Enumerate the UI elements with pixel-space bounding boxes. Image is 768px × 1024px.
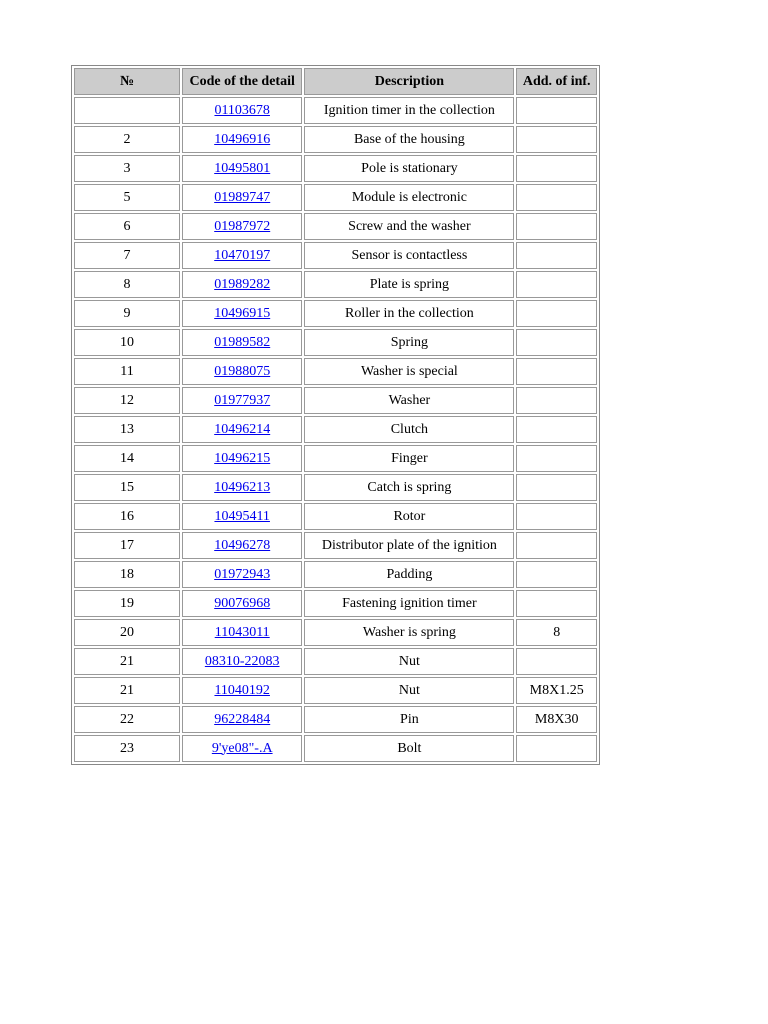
row-number: 22: [74, 706, 180, 733]
row-description: Sensor is contactless: [304, 242, 514, 269]
table-row: [74, 677, 597, 704]
row-code-cell: [182, 329, 302, 356]
row-code-cell: [182, 474, 302, 501]
table-row: [74, 590, 597, 617]
table-row: [74, 358, 597, 385]
header-number: №: [74, 68, 180, 95]
row-number: 14: [74, 445, 180, 472]
row-code-cell: [182, 677, 302, 704]
detail-code-link[interactable]: 01977937: [214, 392, 271, 408]
header-code: Code of the detail: [182, 68, 302, 95]
row-additional-info: [516, 735, 597, 762]
detail-code-link[interactable]: 10496915: [214, 305, 271, 321]
detail-code-link[interactable]: 11040192: [214, 682, 270, 698]
table-row: [74, 445, 597, 472]
row-code-cell: [182, 706, 302, 733]
row-description: Clutch: [304, 416, 514, 443]
row-number: 7: [74, 242, 180, 269]
table-row: [74, 242, 597, 269]
row-additional-info: [516, 561, 597, 588]
table-row: [74, 271, 597, 298]
row-description: Distributor plate of the ignition: [304, 532, 514, 559]
detail-code-link[interactable]: 9'ye08"-.A: [211, 740, 273, 756]
row-additional-info: [516, 416, 597, 443]
row-code-cell: [182, 735, 302, 762]
row-additional-info: M8X1.25: [516, 677, 597, 704]
row-number: 23: [74, 735, 180, 762]
table-row: [74, 300, 597, 327]
row-code-cell: [182, 126, 302, 153]
row-description: Ignition timer in the collection: [304, 97, 514, 124]
detail-code-link[interactable]: 01988075: [214, 363, 271, 379]
detail-code-link[interactable]: 10496215: [214, 450, 271, 466]
row-code-cell: [182, 648, 302, 675]
row-additional-info: [516, 474, 597, 501]
row-number: 8: [74, 271, 180, 298]
row-number: 18: [74, 561, 180, 588]
table-row: [74, 561, 597, 588]
detail-code-link[interactable]: 01989582: [214, 334, 271, 350]
row-description: Spring: [304, 329, 514, 356]
row-description: Roller in the collection: [304, 300, 514, 327]
header-row: [74, 68, 597, 95]
detail-code-link[interactable]: 10495411: [214, 508, 270, 524]
row-number: 11: [74, 358, 180, 385]
detail-code-link[interactable]: 10496278: [214, 537, 271, 553]
row-description: Washer is spring: [304, 619, 514, 646]
table-row: [74, 155, 597, 182]
row-description: Pin: [304, 706, 514, 733]
detail-code-link[interactable]: 10495801: [214, 160, 271, 176]
row-description: Screw and the washer: [304, 213, 514, 240]
detail-code-link[interactable]: 08310-22083: [204, 653, 280, 669]
row-description: Nut: [304, 677, 514, 704]
row-code-cell: [182, 155, 302, 182]
row-additional-info: [516, 590, 597, 617]
table-row: [74, 735, 597, 762]
table-row: [74, 416, 597, 443]
detail-code-link[interactable]: 01103678: [214, 102, 270, 118]
row-number: 20: [74, 619, 180, 646]
row-code-cell: [182, 532, 302, 559]
row-code-cell: [182, 561, 302, 588]
row-number: [74, 97, 180, 124]
row-additional-info: [516, 358, 597, 385]
detail-code-link[interactable]: 10496214: [214, 421, 271, 437]
row-number: 10: [74, 329, 180, 356]
row-additional-info: [516, 126, 597, 153]
row-description: Washer: [304, 387, 514, 414]
detail-code-link[interactable]: 10470197: [214, 247, 271, 263]
table-row: [74, 329, 597, 356]
row-code-cell: [182, 300, 302, 327]
row-additional-info: 8: [516, 619, 597, 646]
row-additional-info: [516, 97, 597, 124]
row-number: 19: [74, 590, 180, 617]
header-additional-info: Add. of inf.: [516, 68, 597, 95]
detail-code-link[interactable]: 01989747: [214, 189, 271, 205]
row-code-cell: [182, 503, 302, 530]
row-description: Padding: [304, 561, 514, 588]
detail-code-link[interactable]: 10496916: [214, 131, 271, 147]
row-description: Nut: [304, 648, 514, 675]
row-description: Module is electronic: [304, 184, 514, 211]
row-code-cell: [182, 184, 302, 211]
row-number: 21: [74, 677, 180, 704]
row-code-cell: [182, 358, 302, 385]
table-row: [74, 648, 597, 675]
row-description: Base of the housing: [304, 126, 514, 153]
row-code-cell: [182, 97, 302, 124]
row-code-cell: [182, 213, 302, 240]
row-number: 6: [74, 213, 180, 240]
row-description: Pole is stationary: [304, 155, 514, 182]
row-code-cell: [182, 271, 302, 298]
table-row: [74, 387, 597, 414]
row-number: 15: [74, 474, 180, 501]
row-description: Plate is spring: [304, 271, 514, 298]
row-additional-info: [516, 242, 597, 269]
row-additional-info: [516, 445, 597, 472]
table-row: [74, 184, 597, 211]
table-row: [74, 126, 597, 153]
row-additional-info: [516, 648, 597, 675]
row-code-cell: [182, 242, 302, 269]
detail-code-link[interactable]: 01987972: [214, 218, 271, 234]
row-additional-info: [516, 329, 597, 356]
row-code-cell: [182, 445, 302, 472]
row-additional-info: [516, 184, 597, 211]
row-additional-info: [516, 213, 597, 240]
detail-code-link[interactable]: 96228484: [214, 711, 271, 727]
row-description: Fastening ignition timer: [304, 590, 514, 617]
row-description: Catch is spring: [304, 474, 514, 501]
row-description: Finger: [304, 445, 514, 472]
row-number: 12: [74, 387, 180, 414]
row-additional-info: M8X30: [516, 706, 597, 733]
row-description: Rotor: [304, 503, 514, 530]
table-body: [74, 97, 597, 762]
table-row: [74, 503, 597, 530]
row-additional-info: [516, 271, 597, 298]
table-row: [74, 532, 597, 559]
detail-code-link[interactable]: 10496213: [214, 479, 271, 495]
row-number: 21: [74, 648, 180, 675]
detail-code-link[interactable]: 01972943: [214, 566, 271, 582]
row-additional-info: [516, 155, 597, 182]
row-code-cell: [182, 416, 302, 443]
table-row: [74, 619, 597, 646]
detail-code-link[interactable]: 11043011: [214, 624, 270, 640]
row-code-cell: [182, 387, 302, 414]
row-number: 16: [74, 503, 180, 530]
detail-code-link[interactable]: 90076968: [214, 595, 271, 611]
row-additional-info: [516, 300, 597, 327]
header-description: Description: [304, 68, 514, 95]
row-additional-info: [516, 532, 597, 559]
detail-code-link[interactable]: 01989282: [214, 276, 271, 292]
row-code-cell: [182, 619, 302, 646]
table-row: [74, 97, 597, 124]
row-number: 2: [74, 126, 180, 153]
row-description: Bolt: [304, 735, 514, 762]
parts-table: [71, 65, 600, 765]
table-row: [74, 706, 597, 733]
table-row: [74, 474, 597, 501]
row-description: Washer is special: [304, 358, 514, 385]
table-row: [74, 213, 597, 240]
row-number: 3: [74, 155, 180, 182]
row-additional-info: [516, 503, 597, 530]
row-number: 5: [74, 184, 180, 211]
row-additional-info: [516, 387, 597, 414]
row-number: 17: [74, 532, 180, 559]
row-number: 13: [74, 416, 180, 443]
row-number: 9: [74, 300, 180, 327]
row-code-cell: [182, 590, 302, 617]
